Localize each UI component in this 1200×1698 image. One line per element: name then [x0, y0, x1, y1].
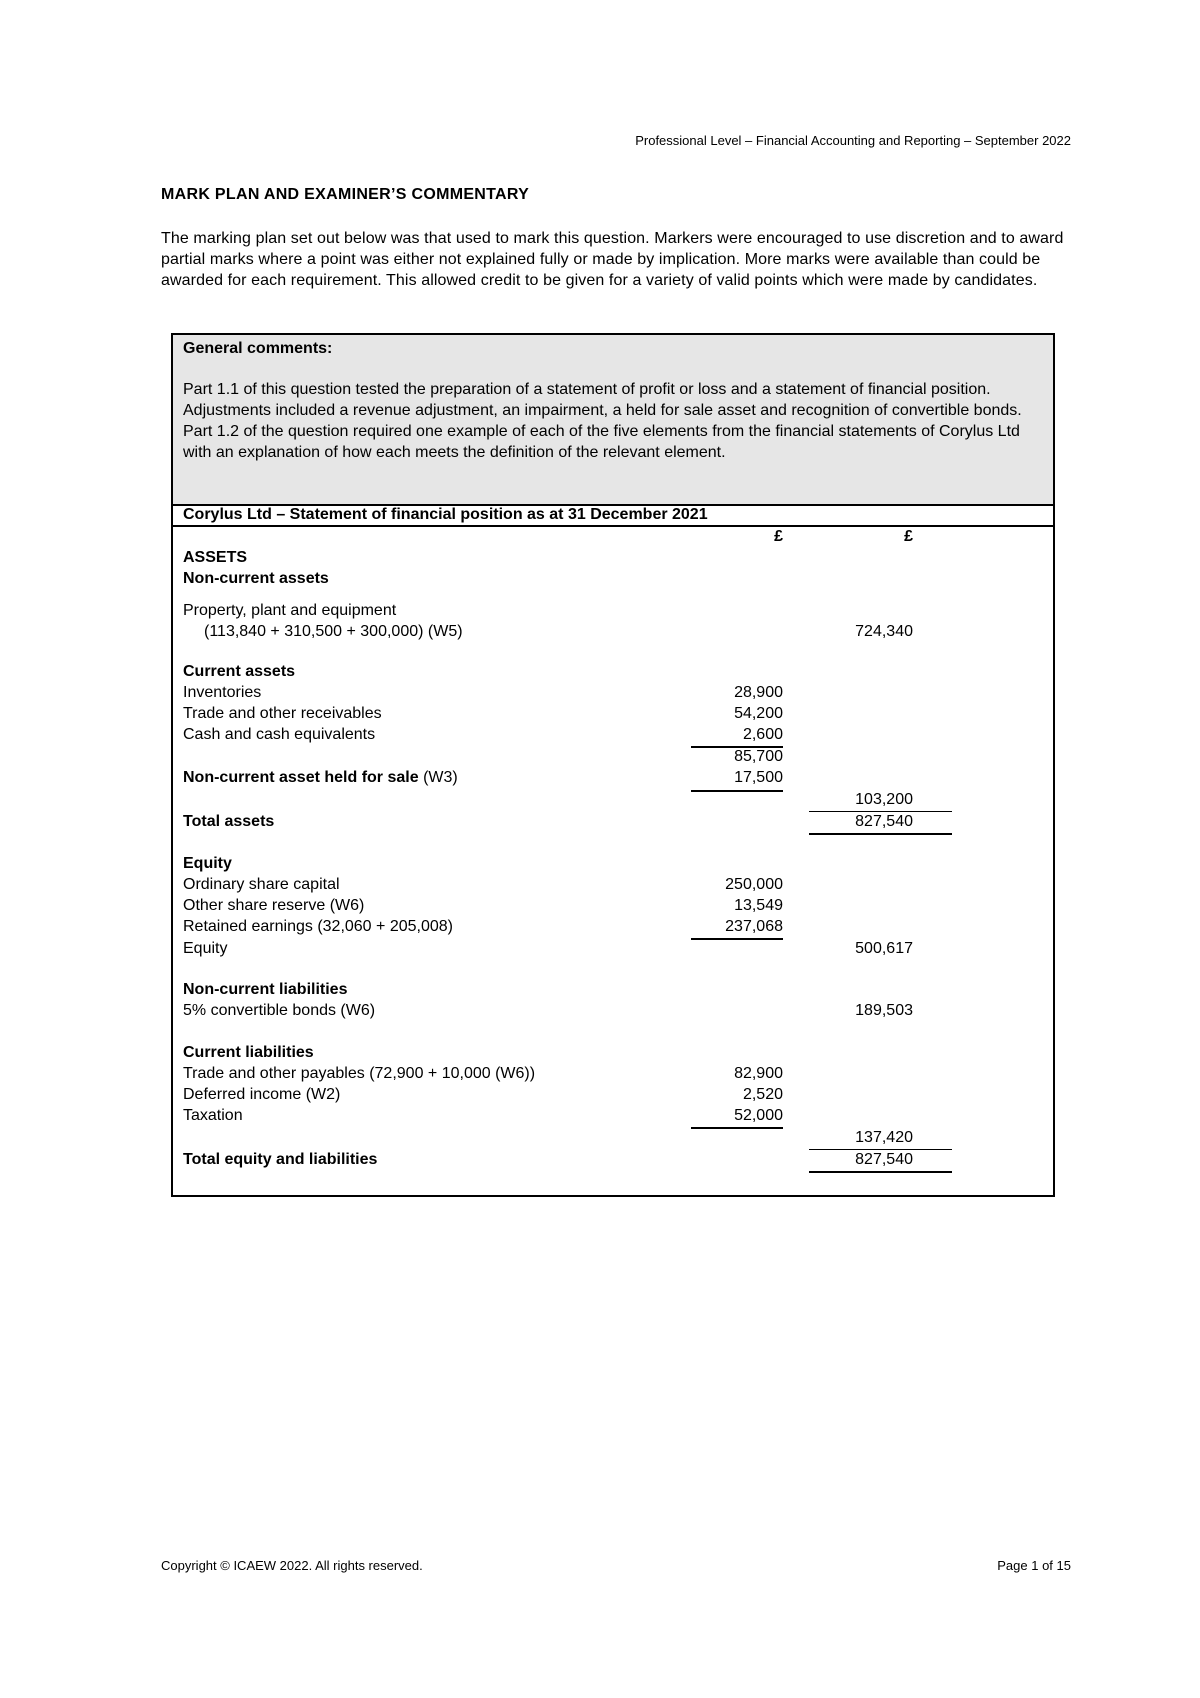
total-assets-value: 827,540	[855, 813, 913, 830]
receivables-label: Trade and other receivables	[183, 705, 382, 722]
sfp-title: Corylus Ltd – Statement of financial position as at 31 December 2021	[173, 504, 1053, 527]
rule-line	[691, 1127, 783, 1129]
cash-value: 2,600	[742, 726, 783, 743]
document-heading: MARK PLAN AND EXAMINER’S COMMENTARY	[161, 186, 530, 203]
current-liabilities-total: 137,420	[855, 1129, 913, 1146]
col2-header: £	[904, 528, 913, 545]
running-header: Professional Level – Financial Accounting and Reporting – September 2022	[635, 133, 1071, 148]
payables-label: Trade and other payables (72,900 + 10,000 (W6))	[183, 1065, 536, 1082]
taxation-value: 52,000	[734, 1107, 783, 1124]
ppe-label: Property, plant and equipment	[183, 602, 397, 619]
held-for-sale-ref: (W3)	[418, 769, 458, 786]
deferred-income-value: 2,520	[742, 1086, 783, 1103]
held-for-sale-label: Non-current asset held for sale	[183, 769, 419, 786]
equity-total-value: 500,617	[855, 940, 913, 957]
held-for-sale-value: 17,500	[734, 769, 783, 786]
inventories-label: Inventories	[183, 684, 262, 701]
total-equity-liabilities-value: 827,540	[855, 1151, 913, 1168]
mark-plan-box	[171, 333, 1055, 1197]
non-current-liabilities-heading: Non-current liabilities	[183, 981, 348, 998]
rule-line	[809, 811, 952, 812]
rule-line	[691, 790, 783, 792]
current-assets-subtotal: 85,700	[734, 748, 783, 765]
retained-earnings-value: 237,068	[725, 918, 783, 935]
current-assets-heading: Current assets	[183, 663, 296, 680]
rule-line	[809, 833, 952, 835]
other-reserve-value: 13,549	[734, 897, 783, 914]
total-assets-label: Total assets	[183, 813, 275, 830]
general-comments-panel	[173, 335, 1053, 506]
other-reserve-label: Other share reserve (W6)	[183, 897, 365, 914]
page-number: Page 1 of 15	[997, 1558, 1071, 1573]
bonds-value: 189,503	[855, 1002, 913, 1019]
rule-line	[809, 1149, 952, 1150]
copyright-footer: Copyright © ICAEW 2022. All rights reserved.	[161, 1558, 423, 1573]
taxation-label: Taxation	[183, 1107, 243, 1124]
rule-line	[691, 938, 783, 940]
col1-header: £	[774, 528, 783, 545]
cash-label: Cash and cash equivalents	[183, 726, 376, 743]
current-assets-total: 103,200	[855, 791, 913, 808]
non-current-assets-heading: Non-current assets	[183, 570, 329, 587]
assets-heading: ASSETS	[183, 549, 248, 566]
ppe-value: 724,340	[855, 623, 913, 640]
retained-earnings-label: Retained earnings (32,060 + 205,008)	[183, 918, 453, 935]
equity-heading: Equity	[183, 855, 232, 872]
share-capital-value: 250,000	[725, 876, 783, 893]
general-comments-title: General comments:	[183, 340, 333, 357]
general-comments-body: Part 1.1 of this question tested the preparation of a statement of profit or loss and a statement of financial position. Adjustments included a revenue adjustment, an impairment, a held for sale asset and recognition of convertible bonds. Part 1.2 of the question required one example of each of the five elements from the financial statements of Corylus Ltd with an explanation of how each meets the definition of the relevant element.	[183, 381, 1022, 461]
held-for-sale-row	[183, 769, 458, 787]
deferred-income-label: Deferred income (W2)	[183, 1086, 341, 1103]
rule-line	[809, 1171, 952, 1173]
share-capital-label: Ordinary share capital	[183, 876, 340, 893]
payables-value: 82,900	[734, 1065, 783, 1082]
bonds-label: 5% convertible bonds (W6)	[183, 1002, 376, 1019]
inventories-value: 28,900	[734, 684, 783, 701]
total-equity-liabilities-label: Total equity and liabilities	[183, 1151, 378, 1168]
ppe-calculation: (113,840 + 310,500 + 300,000) (W5)	[204, 623, 463, 640]
receivables-value: 54,200	[734, 705, 783, 722]
intro-paragraph: The marking plan set out below was that used to mark this question. Markers were encouraged to use discretion and to award partial marks where a point was either not explained fully or made by implication. More marks were available than could be awarded for each requirement. This allowed credit to be given for a variety of valid points which were made by candidates.	[161, 230, 1064, 289]
current-liabilities-heading: Current liabilities	[183, 1044, 314, 1061]
equity-total-label: Equity	[183, 940, 228, 957]
